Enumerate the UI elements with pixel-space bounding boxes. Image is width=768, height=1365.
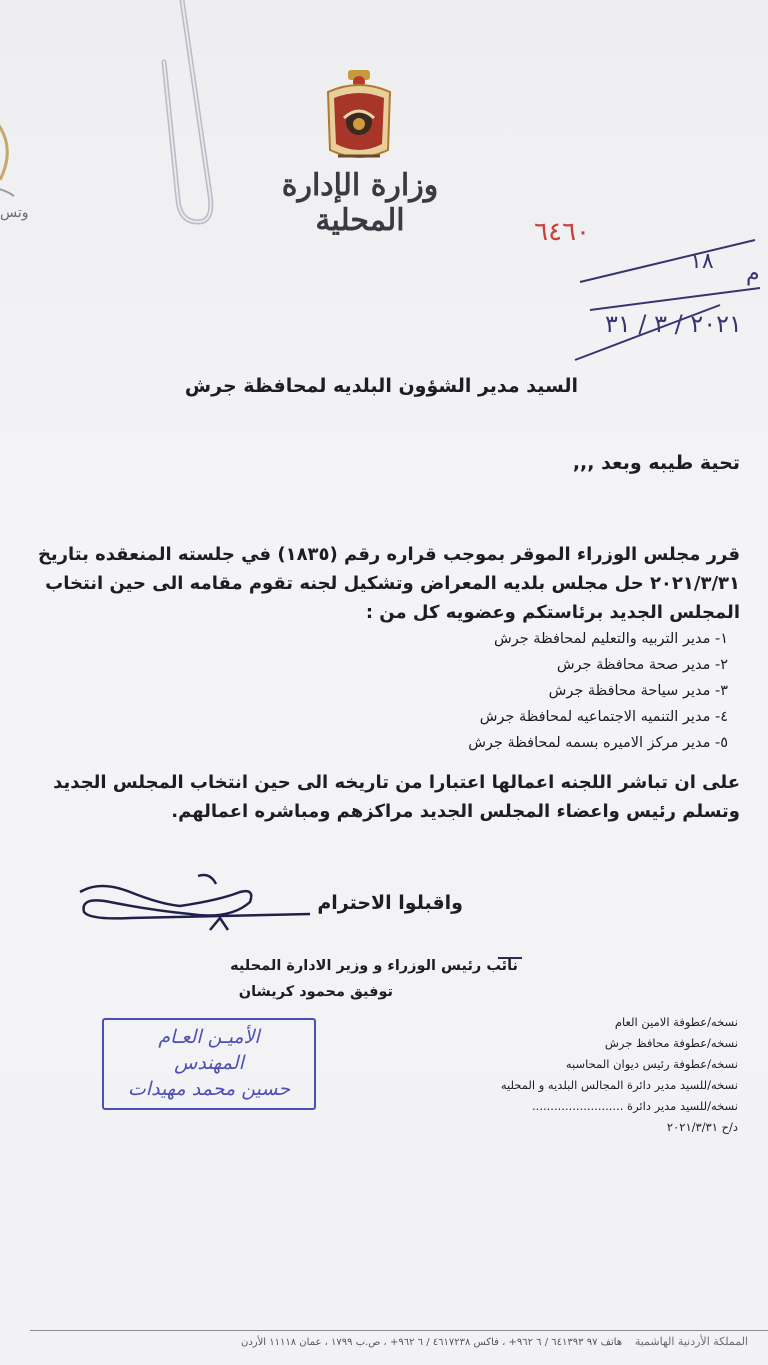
side-text-fragment: وتس: [0, 205, 29, 221]
signer-title: نائب رئيس الوزراء و وزير الادارة المحليه: [230, 958, 518, 974]
list-item: ٤- مدير التنميه الاجتماعيه لمحافظة جرش: [479, 709, 728, 725]
footer-divider: [30, 1330, 768, 1331]
coat-of-arms-emblem: [318, 68, 400, 168]
list-item: ٣- مدير سياحة محافظة جرش: [548, 683, 728, 699]
list-item: ١- مدير التربيه والتعليم لمحافظة جرش: [494, 631, 728, 647]
list-item: نسخه/عطوفة رئيس ديوان المحاسبه: [565, 1057, 738, 1071]
decision-paragraph: قرر مجلس الوزراء الموقر بموجب قراره رقم (١٨٣٥) في جلسته المنعقده بتاريخ ٢٠٢١/٣/٣١ حل مجلس بلديه المعراض وتشكيل لجنه تقوم مقامه الى حين انتخاب المجلس الجديد برئاستكم وعضويه كل من :: [37, 544, 740, 623]
footer-brand: المملكة الأردنية الهاشمية: [634, 1335, 748, 1348]
ministry-name: وزارة الإدارة المحلية: [281, 168, 439, 238]
list-item: ٢- مدير صحة محافظة جرش: [556, 657, 728, 673]
list-item: نسخه/للسيد مدير دائرة .........................: [532, 1099, 738, 1113]
footer-contact: هاتف ٩٧ ٦٤١٣٩٣ / ٦ ٩٦٢+ ، فاكس ٤٦١٧٢٣٨ / ٦ ٩٦٢+ ، ص.ب ١٧٩٩ ، عمان ١١١١٨ الأردن: [240, 1337, 623, 1348]
document-ref-date: د/ح ٢٠٢١/٣/٣١: [666, 1120, 738, 1134]
list-item: ٥- مدير مركز الاميره بسمه لمحافظة جرش: [468, 735, 728, 751]
official-stamp: [102, 1018, 316, 1110]
handwritten-line1: ١٨: [690, 249, 714, 274]
stamp-name: حسين محمد مهيدات: [127, 1078, 291, 1100]
stamp-title: الأميـن العـام: [158, 1026, 260, 1048]
committee-members-list: [368, 626, 728, 756]
closing-paragraph: على ان تباشر اللجنه اعمالها اعتبارا من تاريخه الى حين انتخاب المجلس الجديد وتسلم رئيس واعضاء المجلس الجديد مراكزهم ومباشره اعمالهم.: [53, 772, 740, 822]
handwritten-signature: [70, 870, 320, 950]
footer: [28, 1334, 748, 1350]
list-item: نسخه/عطوفة الامين العام: [614, 1015, 738, 1029]
handwritten-line1-letter: م: [746, 261, 760, 286]
list-item: نسخه/للسيد مدير دائرة المجالس البلديه و المحليه: [500, 1078, 738, 1092]
partial-logo-image: [0, 100, 20, 210]
recipient-line: السيد مدير الشؤون البلديه لمحافظة جرش: [184, 375, 578, 397]
regards-line: واقبلوا الاحترام: [317, 892, 463, 914]
handwritten-note: [534, 210, 768, 370]
copies-list: [408, 1012, 738, 1138]
paperclip-image: [150, 0, 240, 230]
stamp-honorific: المهندس: [174, 1052, 244, 1074]
greeting-line: تحية طيبه وبعد ,,,: [572, 452, 740, 474]
handwritten-ref-number: ٦٤٦٠: [534, 217, 590, 247]
list-item: نسخه/عطوفة محافظ جرش: [604, 1036, 738, 1050]
handwritten-date: ٢٠٢١ / ٣ / ٣١: [605, 310, 742, 338]
signer-name: توفيق محمود كريشان: [238, 984, 393, 1000]
